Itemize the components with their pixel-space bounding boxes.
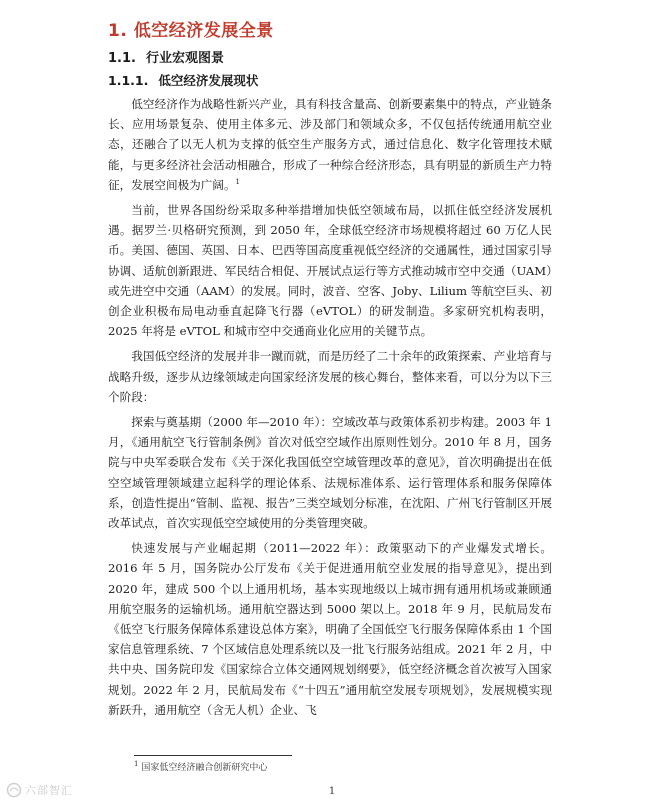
chapter-title: 低空经济发展全景 [133, 21, 274, 41]
footnote [134, 760, 267, 773]
footnote-divider [134, 755, 292, 756]
body-text [108, 94, 552, 720]
paragraph: 我国低空经济的发展并非一蹴而就，而是历经了二十余年的政策探索、产业培育与战略升级，逐步从边缘领域走向国家经济发展的核心舞台，整体来看，可以分为以下三个阶段： [108, 349, 552, 404]
section-number: 1.1. [108, 51, 136, 66]
chapter-heading [108, 16, 274, 41]
footnote-ref[interactable]: 1 [235, 177, 241, 186]
footnote-text: 国家低空经济融合创新研究中心 [141, 763, 268, 773]
subsection-number: 1.1.1. [108, 73, 149, 88]
watermark-logo-icon [6, 782, 22, 798]
paragraph: 探索与奠基期（2000 年—2010 年）：空域改革与政策体系初步构建。2003 年 1 月，《通用航空飞行管制条例》首次对低空空域作出原则性划分。2010 年 8 月，国务院与中央军委联合发布《关于深化我国低空空域管理改革的意见》，首次明确提出在低空空域管理领域建立起科学的理论体系、法规标准体系、运行管理体系和服务保障体系，创造性提出“管制、监视、报告”三类空域划分标准，在沈阳、广州飞行管制区开展改革试点，首次实现低空空域使用的分类管理突破。 [108, 415, 552, 531]
watermark [6, 782, 73, 798]
chapter-number: 1. [108, 21, 128, 41]
paragraph: 当前，世界各国纷纷采取多种举措增加快低空领域布局，以抓住低空经济发展机遇。据罗兰·贝格研究预测，到 2050 年，全球低空经济市场规模将超过 60 万亿人民币。美国、德国、英国、日本、巴西等国高度重视低空经济的交通属性，通过国家引导协调、适航创新跟进、军民结合相促、开展试点运行等方式推动城市空中交通（UAM）或先进空中交通（AAM）的发展。同时，波音、空客、Joby、Lilium 等航空巨头、初创企业积极布局电动垂直起降飞行器（eVTOL）的研发制造。多家研究机构表明，2025 年将是 eVTOL 和城市空中交通商业化应用的关键节点。 [108, 203, 552, 339]
subsection-title: 低空经济发展现状 [158, 73, 259, 88]
section-title: 行业宏观图景 [145, 51, 224, 66]
section-heading [108, 47, 224, 66]
watermark-text: 六部智汇 [25, 784, 73, 797]
footnote-marker: 1 [134, 760, 139, 768]
page-number: 1 [328, 786, 336, 797]
paragraph: 快速发展与产业崛起期（2011—2022 年）：政策驱动下的产业爆发式增长。2016 年 5 月，国务院办公厅发布《关于促进通用航空业发展的指导意见》，提出到 2020 年，建成 500 个以上通用机场，基本实现地级以上城市拥有通用机场或兼顾通用航空服务的运输机场。通用航空器达到 5000 架以上。2018 年 9 月，民航局发布《低空飞行服务保障体系建设总体方案》，明确了全国低空飞行服务保障体系由 1 个国家信息管理系统、7 个区域信息处理系统以及一批飞行服务站组成。2021 年 2 月，中共中央、国务院印发《国家综合立体交通网规划纲要》，低空经济概念首次被写入国家规划。2022 年 2 月，民航局发布《“十四五”通用航空发展专项规划》，发展规模实现新跃升，通用航空（含无人机）企业、飞 [108, 541, 552, 717]
subsection-heading [108, 71, 258, 89]
paragraph: 低空经济作为战略性新兴产业，具有科技含量高、创新要素集中的特点，产业链条长、应用场景复杂、使用主体多元、涉及部门和领域众多，不仅包括传统通用航空业态，还融合了以无人机为支撑的低空生产服务方式，通过信息化、数字化管理技术赋能，与更多经济社会活动相融合，形成了一种综合经济形态，具有明显的新质生产力特征，发展空间极为广阔。$^1$ [108, 97, 552, 192]
